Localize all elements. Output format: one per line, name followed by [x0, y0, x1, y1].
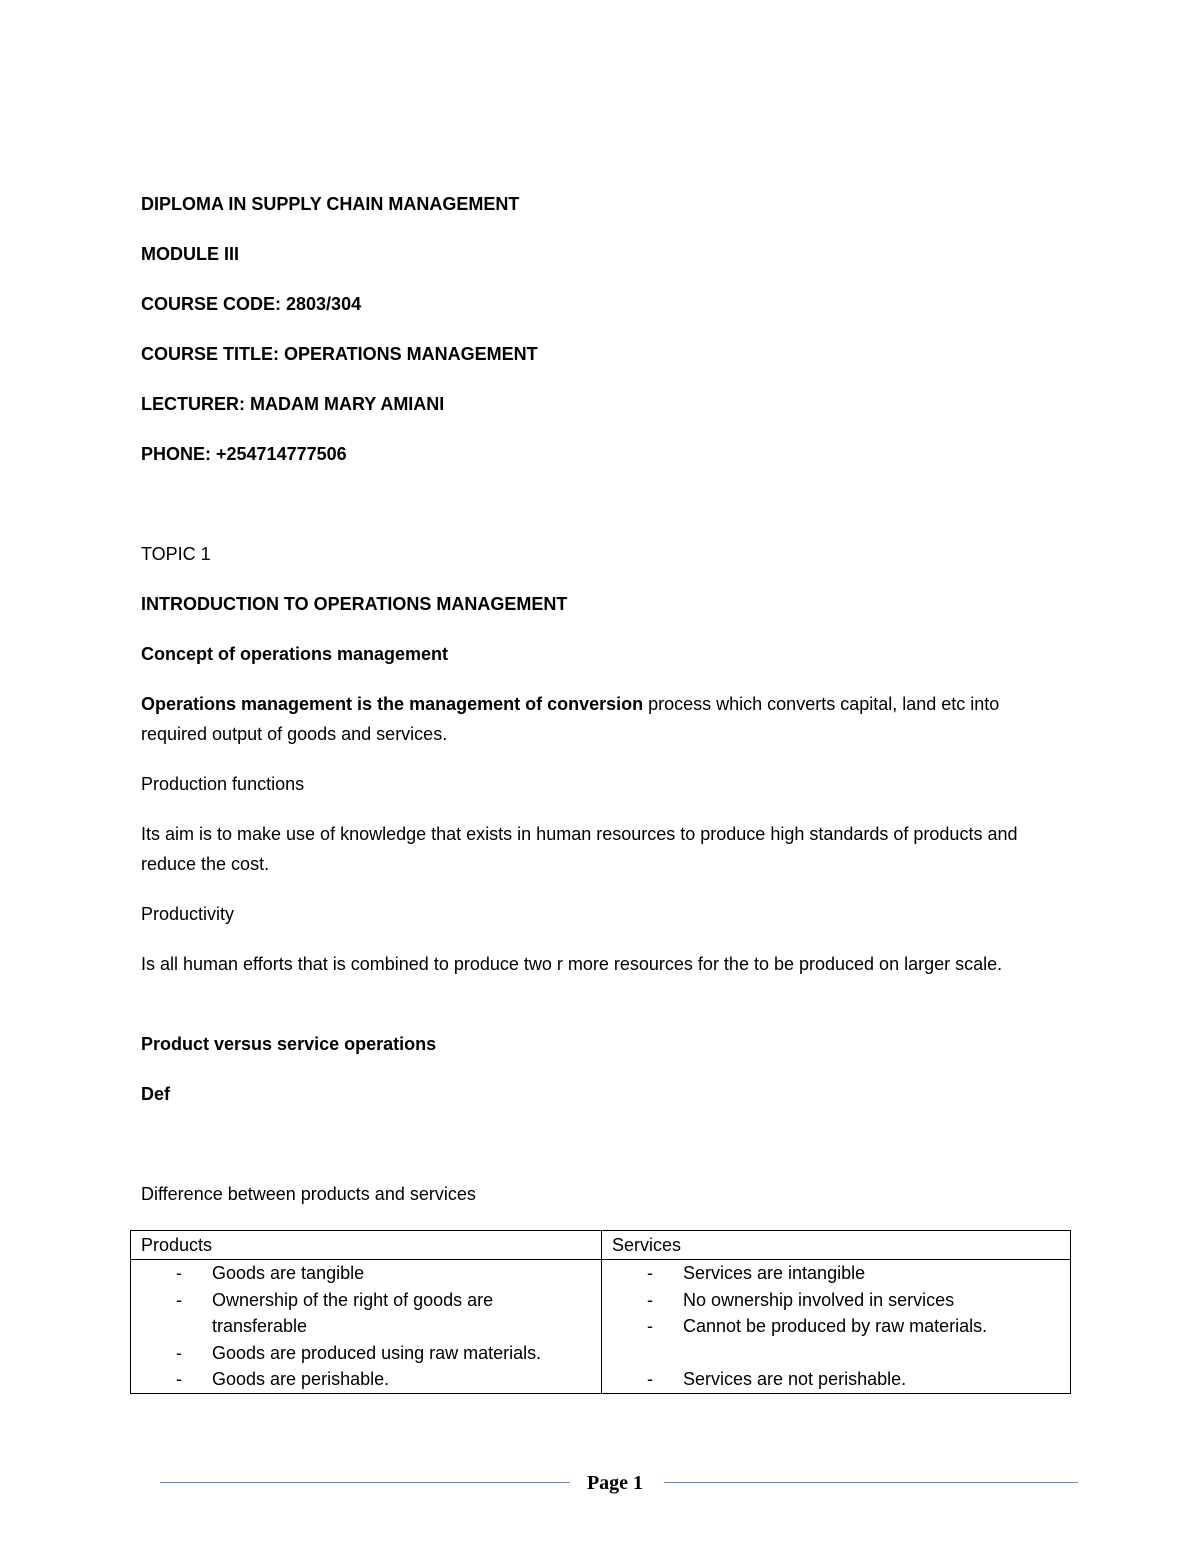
- productivity-text: Is all human efforts that is combined to produce two r more resources for the to be produced on larger scale.: [141, 954, 1003, 974]
- def-label: Def: [141, 1084, 171, 1104]
- list-item: - Goods are tangible: [141, 1260, 591, 1287]
- definition-rest: process which converts capital, land etc into required output of goods and services.: [141, 694, 1000, 744]
- list-item: - Goods are produced using raw materials.: [141, 1340, 591, 1367]
- phone: PHONE: +254714777506: [141, 444, 347, 464]
- difference-heading: Difference between products and services: [141, 1184, 476, 1204]
- list-item: - Services are not perishable.: [612, 1366, 1060, 1393]
- course-code: COURSE CODE: 2803/304: [141, 294, 362, 314]
- product-service-heading: Product versus service operations: [141, 1034, 437, 1054]
- program-title: DIPLOMA IN SUPPLY CHAIN MANAGEMENT: [141, 194, 520, 214]
- definition-paragraph: [141, 689, 1061, 749]
- list-item: - No ownership involved in services: [612, 1287, 1060, 1314]
- products-header: Products: [131, 1231, 602, 1260]
- services-header: Services: [602, 1231, 1071, 1260]
- page-footer: [0, 1468, 1200, 1498]
- products-list: [141, 1260, 591, 1393]
- list-item: - Ownership of the right of goods are transferable: [141, 1287, 532, 1340]
- footer-rule-right: [664, 1482, 1078, 1483]
- products-cell: [131, 1260, 602, 1394]
- lecturer: LECTURER: MADAM MARY AMIANI: [141, 394, 445, 414]
- productivity-heading: Productivity: [141, 904, 235, 924]
- services-cell: [602, 1260, 1071, 1394]
- services-list: [612, 1260, 1060, 1393]
- module-label: MODULE III: [141, 244, 239, 264]
- list-spacer: [612, 1340, 1060, 1367]
- footer-rule-left: [160, 1482, 570, 1483]
- production-heading: Production functions: [141, 774, 305, 794]
- production-text: Its aim is to make use of knowledge that exists in human resources to produce high standards of products and reduce the cost.: [141, 824, 1018, 874]
- topic-title: INTRODUCTION TO OPERATIONS MANAGEMENT: [141, 594, 568, 614]
- table-header-row: [131, 1231, 1071, 1260]
- course-title: COURSE TITLE: OPERATIONS MANAGEMENT: [141, 344, 538, 364]
- list-item: - Cannot be produced by raw materials.: [612, 1313, 1060, 1340]
- definition-bold: Operations management is the management of conversion: [141, 694, 644, 714]
- topic-number: TOPIC 1: [141, 544, 211, 564]
- table-row: [131, 1260, 1071, 1394]
- difference-table: [130, 1230, 1071, 1394]
- concept-heading: Concept of operations management: [141, 644, 449, 664]
- list-item: - Goods are perishable.: [141, 1366, 591, 1393]
- page-number: Page 1: [586, 1472, 644, 1494]
- list-item: - Services are intangible: [612, 1260, 1060, 1287]
